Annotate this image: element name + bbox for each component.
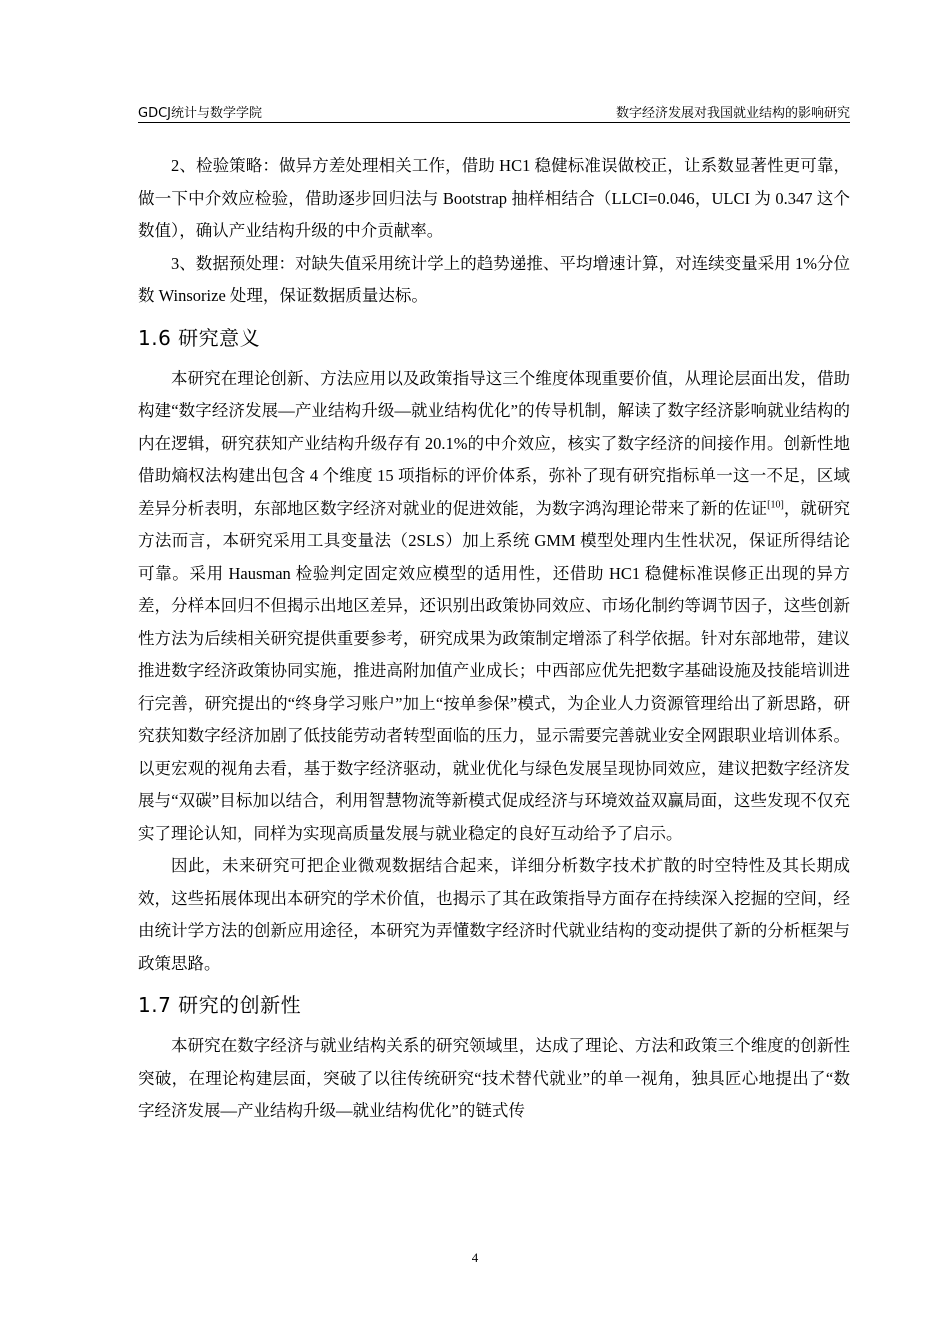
paragraph-test-strategy: 2、检验策略：做异方差处理相关工作，借助 HC1 稳健标准误做校正，让系数显著性更可靠，做一下中介效应检验，借助逐步回归法与 Bootstrap 抽样相结合（LLCI=0.046，ULCI 为 0.347 这个数值），确认产业结构升级的中介贡献率。 — [138, 156, 850, 240]
paragraph-data-preprocessing: 3、数据预处理：对缺失值采用统计学上的趋势递推、平均增速计算，对连续变量采用 1%分位数 Winsorize 处理，保证数据质量达标。 — [138, 253, 850, 305]
header-paper-title: 数字经济发展对我国就业结构的影响研究 — [615, 106, 850, 121]
paragraph-text-part-1: 本研究在理论创新、方法应用以及政策指导这三个维度体现重要价值，从理论层面出发，借助构建“数字经济发展—产业结构升级—就业结构优化”的传导机制，解读了数字经济影响就业结构的内在逻辑，研究获知产业结构升级存有 20.1%的中介效应，核实了数字经济的间接作用。创新性地借助熵权法构建出包含 4 个维度 15 项指标的评价体系，弥补了现有研究指标单一这一不足，区域差异分析表明，东部地区数字经济对就业的促进效能，为数字鸿沟理论带来了新的佐证 — [138, 368, 850, 518]
paragraph-text-part-2: ，就研究方法而言，本研究采用工具变量法（2SLS）加上系统 GMM 模型处理内生性状况，保证所得结论可靠。采用 Hausman 检验判定固定效应模型的适用性，还借助 HC1 稳健标准误修正出现的异方差，分样本回归不但揭示出地区差异，还识别出政策协同效应、市场化制约等调节因子，这些创新性方法为后续相关研究提供重要参考，研究成果为政策制定增添了科学依据。针对东部地带，建议推进数字经济政策协同实施，推进高附加值产业成长；中西部应优先把数字基础设施及技能培训进行完善，研究提出的“终身学习账户”加上“按单参保”模式，为企业人力资源管理给出了新思路，研究获知数字经济加剧了低技能劳动者转型面临的压力，显示需要完善就业安全网跟职业培训体系。以更宏观的视角去看，基于数字经济驱动，就业优化与绿色发展呈现协同效应，建议把数字经济发展与“双碳”目标加以结合，利用智慧物流等新模式促成经济与环境效益双赢局面，这些发现不仅充实了理论认知，同样为实现高质量发展与就业稳定的良好互动给予了启示。 — [138, 498, 851, 843]
page-header — [138, 102, 850, 123]
page-body — [138, 150, 850, 1128]
paragraph-future-research: 因此，未来研究可把企业微观数据结合起来，详细分析数字技术扩散的时空特性及其长期成效，这些拓展体现出本研究的学术价值，也揭示了其在政策指导方面存在持续深入挖掘的空间，经由统计学方法的创新应用途径，本研究为弄懂数字经济时代就业结构的变动提供了新的分析框架与政策思路。 — [138, 856, 850, 973]
paragraph-innovation: 本研究在数字经济与就业结构关系的研究领域里，达成了理论、方法和政策三个维度的创新性突破，在理论构建层面，突破了以往传统研究“技术替代就业”的单一视角，独具匠心地提出了“数字经济发展—产业结构升级—就业结构优化”的链式传 — [138, 1036, 850, 1120]
paragraph-significance-main — [138, 363, 850, 851]
section-heading-significance: 1.6 研究意义 — [138, 325, 261, 350]
page-number: 4 — [471, 1250, 479, 1265]
citation-ref: [10] — [767, 499, 784, 510]
section-heading-innovation: 1.7 研究的创新性 — [138, 993, 302, 1017]
header-institution: GDCJ统计与数学学院 — [138, 106, 262, 121]
